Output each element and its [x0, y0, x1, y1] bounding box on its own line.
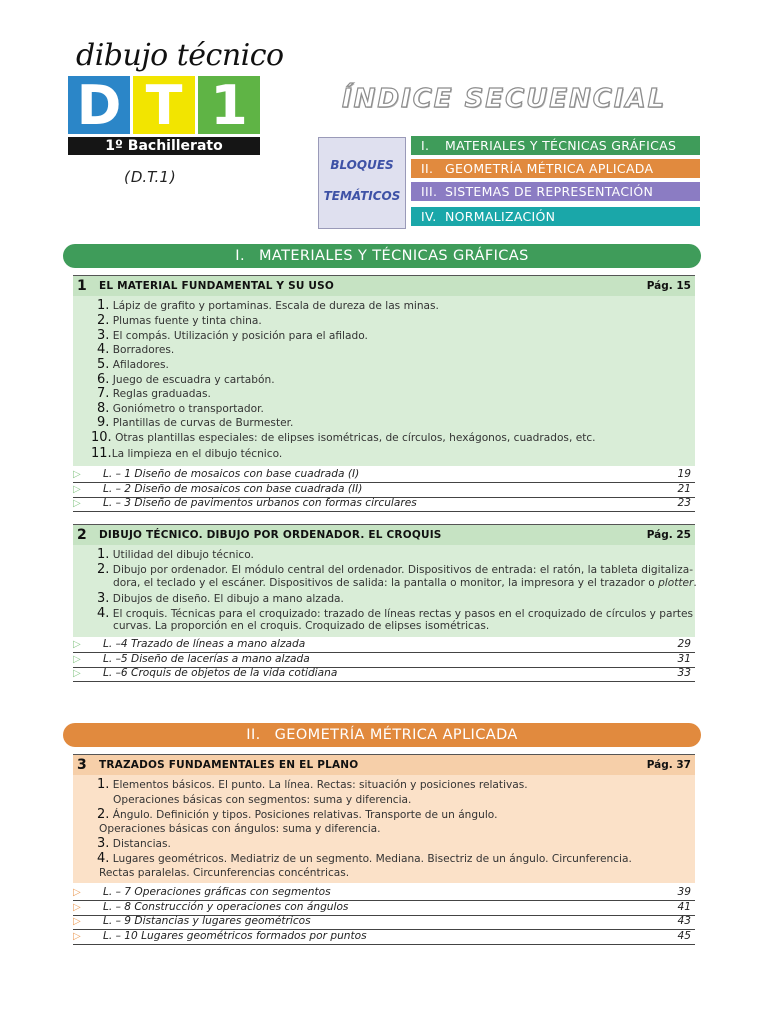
section-header-geometria: II. GEOMETRÍA MÉTRICA APLICADA [63, 723, 701, 747]
course-code: (D.T.1) [124, 168, 176, 186]
triangle-bullet-icon: ▷ [73, 639, 81, 650]
list-item: Operaciones básicas con segmentos: suma y diferencia. [113, 794, 412, 806]
list-item: 1. Elementos básicos. El punto. La línea. Rectas: situación y posiciones relativas. [97, 777, 528, 792]
section-header-materiales: I. MATERIALES Y TÉCNICAS GRÁFICAS [63, 244, 701, 268]
unit-title: DIBUJO TÉCNICO. DIBUJO POR ORDENADOR. EL CROQUIS [99, 529, 442, 541]
unit-page: Pág. 37 [646, 759, 691, 771]
unit-1-header[interactable] [73, 275, 695, 296]
list-item: Operaciones básicas con ángulos: suma y diferencia. [99, 823, 381, 835]
list-item: 7. Reglas graduadas. [97, 386, 211, 401]
list-item: curvas. La proporción en el croquis. Croquizado de elipses isométricas. [113, 620, 490, 632]
triangle-bullet-icon: ▷ [73, 887, 81, 898]
bloques-tematicos-box [318, 137, 406, 229]
unit-2-header[interactable] [73, 524, 695, 545]
unit-1-body [73, 296, 695, 466]
list-item: 4. Lugares geométricos. Mediatriz de un segmento. Mediana. Bisectriz de un ángulo. Circunferencia. [97, 851, 632, 866]
lesson-row[interactable]: ▷ L. – 7 Operaciones gráficas con segmentos 39 [73, 886, 695, 901]
lesson-row[interactable]: ▷ L. – 8 Construcción y operaciones con ángulos 41 [73, 901, 695, 916]
unit-page: Pág. 15 [646, 280, 691, 292]
lesson-row[interactable]: ▷ L. – 9 Distancias y lugares geométricos 43 [73, 915, 695, 930]
logo-letter-t: T [133, 76, 195, 134]
list-item: 6. Juego de escuadra y cartabón. [97, 372, 275, 387]
block-tab-sistemas[interactable]: III. SISTEMAS DE REPRESENTACIÓN [411, 182, 700, 201]
list-item: 3. Dibujos de diseño. El dibujo a mano alzada. [97, 591, 344, 606]
list-item: 2. Plumas fuente y tinta china. [97, 313, 262, 328]
list-item: Rectas paralelas. Circunferencias concéntricas. [99, 867, 350, 879]
unit-3-header[interactable] [73, 754, 695, 775]
tematicos-label: TEMÁTICOS [323, 189, 401, 203]
lesson-row[interactable]: ▷ L. –5 Diseño de lacerías a mano alzada 31 [73, 653, 695, 668]
list-item: 2. Dibujo por ordenador. El módulo central del ordenador. Dispositivos de entrada: el ratón, la tableta digitaliza- [97, 562, 694, 577]
lesson-row[interactable]: ▷ L. – 2 Diseño de mosaicos con base cuadrada (II) 21 [73, 483, 695, 498]
triangle-bullet-icon: ▷ [73, 668, 81, 679]
unit-number: 2 [77, 527, 87, 543]
triangle-bullet-icon: ▷ [73, 916, 81, 927]
lesson-row[interactable]: ▷ L. – 10 Lugares geométricos formados por puntos 45 [73, 930, 695, 945]
list-item: 10. Otras plantillas especiales: de elipses isométricas, de círculos, hexágonos, cuadrados, etc. [91, 430, 596, 445]
list-item: dora, el teclado y el escáner. Dispositivos de salida: la pantalla o monitor, la impresora y el trazador o plotter. [113, 577, 697, 589]
logo-letter-d: D [68, 76, 130, 134]
list-item: 8. Goniómetro o transportador. [97, 401, 264, 416]
block-tab-normalizacion[interactable]: IV. NORMALIZACIÓN [411, 207, 700, 226]
list-item: 11.La limpieza en el dibujo técnico. [91, 446, 283, 461]
lesson-row[interactable]: ▷ L. – 3 Diseño de pavimentos urbanos con formas circulares 23 [73, 497, 695, 512]
list-item: 1. Lápiz de grafito y portaminas. Escala de dureza de las minas. [97, 298, 439, 313]
list-item: 3. Distancias. [97, 836, 171, 851]
unit-number: 1 [77, 278, 87, 294]
triangle-bullet-icon: ▷ [73, 902, 81, 913]
block-tab-geometria[interactable]: II. GEOMETRÍA MÉTRICA APLICADA [411, 159, 700, 178]
bloques-label: BLOQUES [330, 158, 394, 172]
triangle-bullet-icon: ▷ [73, 931, 81, 942]
unit-page: Pág. 25 [646, 529, 691, 541]
unit-title: TRAZADOS FUNDAMENTALES EN EL PLANO [99, 759, 359, 771]
list-item: 5. Afiladores. [97, 357, 169, 372]
triangle-bullet-icon: ▷ [73, 484, 81, 495]
list-item: 9. Plantillas de curvas de Burmester. [97, 415, 294, 430]
block-tab-materiales[interactable]: I. MATERIALES Y TÉCNICAS GRÁFICAS [411, 136, 700, 155]
list-item: 1. Utilidad del dibujo técnico. [97, 547, 254, 562]
triangle-bullet-icon: ▷ [73, 469, 81, 480]
list-item: 2. Ángulo. Definición y tipos. Posiciones relativas. Transporte de un ángulo. [97, 807, 498, 822]
list-item: 3. El compás. Utilización y posición para el afilado. [97, 328, 368, 343]
lesson-row[interactable]: ▷ L. – 1 Diseño de mosaicos con base cuadrada (I) 19 [73, 468, 695, 483]
triangle-bullet-icon: ▷ [73, 498, 81, 509]
list-item: 4. Borradores. [97, 342, 175, 357]
lesson-row[interactable]: ▷ L. –4 Trazado de líneas a mano alzada 29 [73, 638, 695, 653]
triangle-bullet-icon: ▷ [73, 654, 81, 665]
page-title: ÍNDICE SECUENCIAL [342, 84, 667, 114]
logo-script-text: dibujo técnico [76, 38, 284, 73]
logo-digit-1: 1 [198, 76, 260, 134]
logo-level-bar: 1º Bachillerato [68, 137, 260, 155]
unit-3-body [73, 775, 695, 883]
unit-number: 3 [77, 757, 87, 773]
unit-2-body [73, 545, 695, 637]
list-item: 4. El croquis. Técnicas para el croquizado: trazado de líneas rectas y pasos en el croquizado de círculos y partes [97, 606, 694, 621]
unit-title: EL MATERIAL FUNDAMENTAL Y SU USO [99, 280, 335, 292]
lesson-row[interactable]: ▷ L. –6 Croquis de objetos de la vida cotidiana 33 [73, 667, 695, 682]
